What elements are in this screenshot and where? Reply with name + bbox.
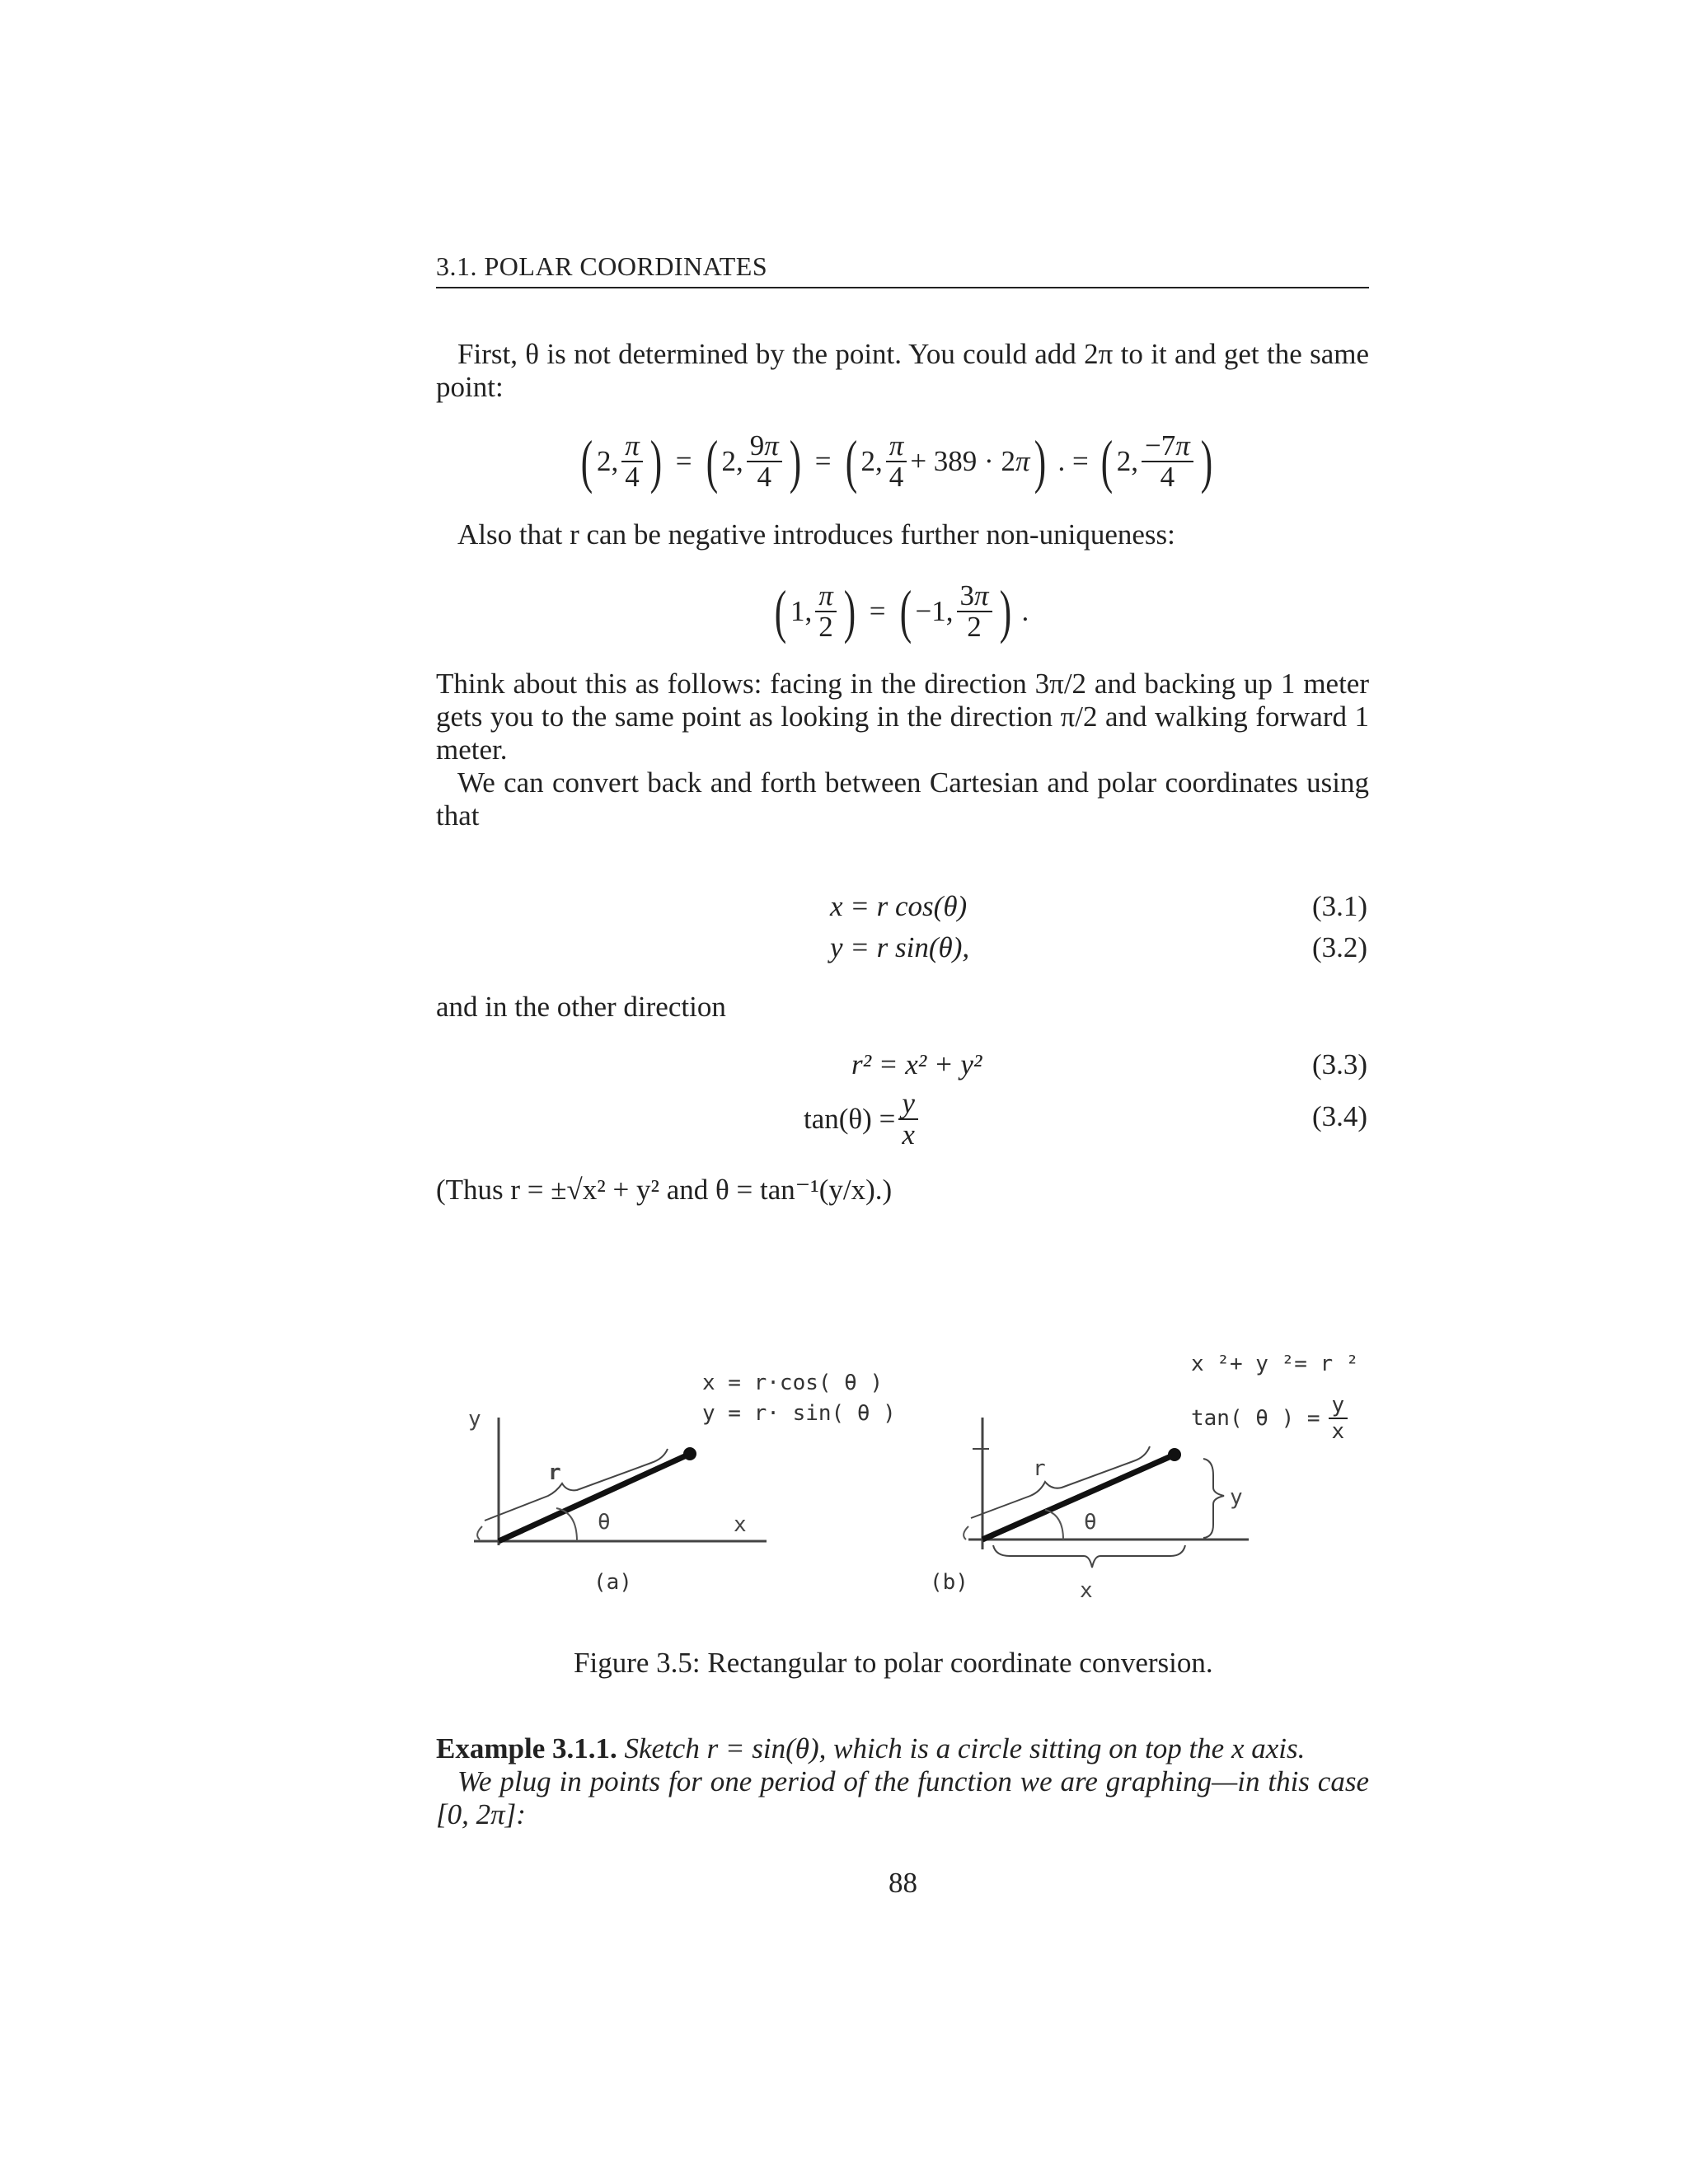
paragraph-5: and in the other direction — [436, 991, 726, 1023]
figure-a-eq2: y = r· sin( θ ) — [702, 1401, 896, 1426]
example-text: Sketch r = sin(θ), which is a circle sitting on top the x axis. — [624, 1732, 1306, 1765]
equation-3-4-lhs: tan(θ) = — [804, 1103, 896, 1135]
header-rule — [436, 287, 1369, 288]
paragraph-1: First, θ is not determined by the point. You could add 2π to it and get the same point: — [436, 338, 1369, 403]
paragraph-2: Also that r can be negative introduces further non-uniqueness: — [457, 518, 1175, 551]
equation-3-3: r² = x² + y² — [851, 1048, 982, 1080]
paragraph-6: (Thus r = ±√x² + y² and θ = tan⁻¹(y/x).) — [436, 1174, 893, 1206]
figure-a-eq1: x = r·cos( θ ) — [702, 1371, 884, 1395]
figure-caption: Figure 3.5: Rectangular to polar coordinate conversion. — [574, 1647, 1213, 1679]
figure-b-eq1: x ²+ y ²= r ² — [1191, 1352, 1359, 1376]
equation-negative-r: ( 1, $\frac{\pi}{2}$ ) = ( −1, $\frac{3\pi}{2}$ ) . — [774, 579, 1029, 644]
equation-theta-periodic: ( 2, $\frac{\pi}{4}$ ) = ( 2, $\frac{9\pi}{4}$ ) = ( 2, $\frac{\pi}{4}$ + 389 · 2 π ) . = ( 2, $\frac{-7\pi}{4}$ ) — [580, 429, 1212, 494]
svg-text:y: y — [468, 1407, 481, 1432]
equation-3-1: x = r cos(θ) — [830, 890, 968, 922]
paragraph-3: Think about this as follows: facing in the direction 3π/2 and backing up 1 meter gets you to the same point as looking in the direction π/2 and walking forward 1 meter. — [436, 668, 1369, 766]
svg-text:x: x — [1080, 1578, 1093, 1599]
example-title: Example 3.1.1. — [436, 1732, 617, 1765]
paragraph-4: We can convert back and forth between Cartesian and polar coordinates using that — [436, 766, 1369, 832]
svg-text:r: r — [1033, 1456, 1046, 1481]
example-text-2: We plug in points for one period of the function we are graphing—in this case [0, 2π]: — [436, 1765, 1369, 1830]
svg-text:x: x — [734, 1512, 747, 1537]
equation-3-2: y = r sin(θ), — [830, 931, 970, 963]
figure-b-diagram — [948, 1352, 1278, 1599]
figure-b-eq2-row: tan( θ ) = $\frac{y}{x}$ — [1191, 1393, 1351, 1444]
svg-text:θ: θ — [598, 1510, 611, 1535]
equation-3-4: tan(θ) = $\frac{y}{x}$ — [804, 1086, 921, 1152]
figure-label-b: (b) — [930, 1570, 968, 1595]
svg-text:θ: θ — [1084, 1510, 1097, 1535]
figure-label-a: (a) — [593, 1570, 632, 1595]
equation-number-3-1: (3.1) — [1312, 890, 1368, 922]
figure-b-eq2: tan( θ ) = — [1191, 1406, 1320, 1431]
equation-number-3-4: (3.4) — [1312, 1100, 1368, 1132]
example-heading — [436, 1732, 1369, 1765]
svg-text:r: r — [548, 1460, 561, 1485]
equation-number-3-3: (3.3) — [1312, 1048, 1368, 1080]
svg-text:y: y — [1230, 1485, 1243, 1510]
running-header: 3.1. POLAR COORDINATES — [436, 251, 768, 281]
page-number: 88 — [889, 1867, 917, 1899]
equation-number-3-2: (3.2) — [1312, 931, 1368, 963]
